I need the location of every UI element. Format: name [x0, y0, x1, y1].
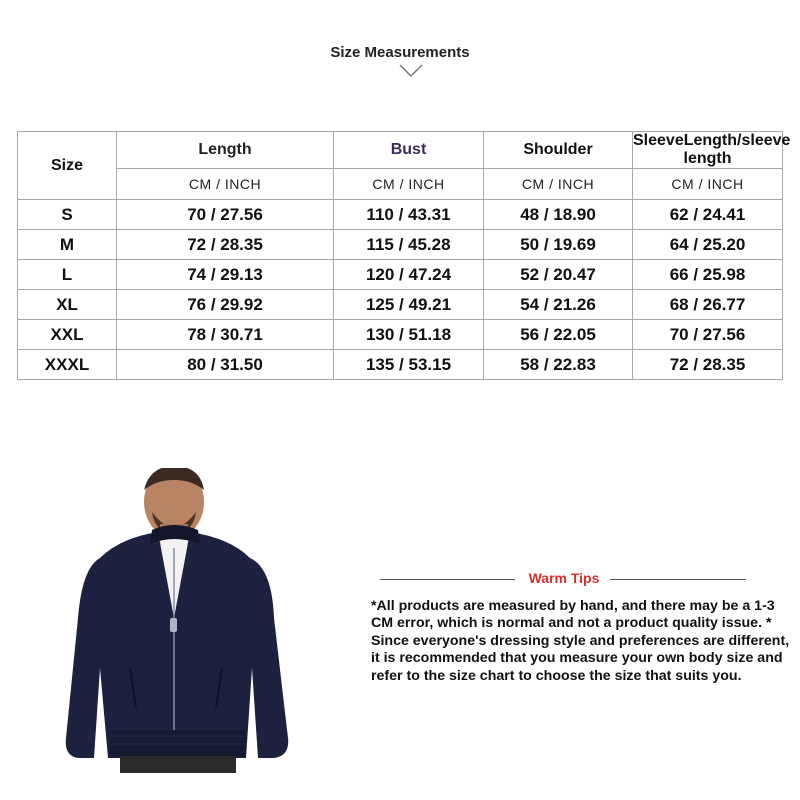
unit-label: CM / INCH	[484, 169, 633, 200]
size-cell: L	[18, 260, 117, 290]
table-row	[18, 230, 783, 260]
sleeve-cell: 62 / 24.41	[633, 200, 783, 230]
page-title: Size Measurements	[330, 44, 470, 61]
size-cell: S	[18, 200, 117, 230]
chevron-down-icon	[399, 64, 423, 78]
warm-tips-header	[378, 570, 750, 588]
bust-column-header: Bust	[334, 132, 484, 169]
table-row	[18, 260, 783, 290]
length-cell: 76 / 29.92	[117, 290, 334, 320]
tips-line: CM error, which is normal and not a product quality issue. *	[371, 615, 772, 632]
bust-cell: 120 / 47.24	[334, 260, 484, 290]
bust-cell: 130 / 51.18	[334, 320, 484, 350]
length-cell: 70 / 27.56	[117, 200, 334, 230]
unit-label: CM / INCH	[633, 169, 783, 200]
length-column-header: Length	[117, 132, 334, 169]
table-row	[18, 350, 783, 380]
warm-tips-text	[371, 598, 791, 685]
shoulder-cell: 56 / 22.05	[484, 320, 633, 350]
model-jacket-image	[60, 468, 310, 773]
size-cell: M	[18, 230, 117, 260]
sleeve-cell: 72 / 28.35	[633, 350, 783, 380]
shoulder-cell: 52 / 20.47	[484, 260, 633, 290]
sleeve-cell: 68 / 26.77	[633, 290, 783, 320]
bust-cell: 125 / 49.21	[334, 290, 484, 320]
tips-line: *All products are measured by hand, and there may be a 1-3	[371, 598, 775, 614]
tips-line: refer to the size chart to choose the size that suits you.	[371, 667, 742, 684]
size-cell: XL	[18, 290, 117, 320]
bust-cell: 135 / 53.15	[334, 350, 484, 380]
bust-cell: 110 / 43.31	[334, 200, 484, 230]
bust-cell: 115 / 45.28	[334, 230, 484, 260]
unit-label: CM / INCH	[334, 169, 484, 200]
tips-line: it is recommended that you measure your own body size and	[371, 650, 783, 667]
length-cell: 72 / 28.35	[117, 230, 334, 260]
unit-label: CM / INCH	[117, 169, 334, 200]
length-cell: 80 / 31.50	[117, 350, 334, 380]
unit-header-row	[18, 169, 783, 200]
table-header-row	[18, 132, 783, 169]
table-row	[18, 200, 783, 230]
size-column-header: Size	[18, 132, 117, 200]
shoulder-column-header: Shoulder	[484, 132, 633, 169]
sleeve-cell: 64 / 25.20	[633, 230, 783, 260]
size-cell: XXL	[18, 320, 117, 350]
table-row	[18, 290, 783, 320]
length-cell: 78 / 30.71	[117, 320, 334, 350]
shoulder-cell: 50 / 19.69	[484, 230, 633, 260]
tips-line: Since everyone's dressing style and preferences are different,	[371, 632, 790, 649]
shoulder-cell: 54 / 21.26	[484, 290, 633, 320]
size-chart-table	[17, 131, 791, 380]
sleeve-length-column-header: SleeveLength/sleeve length	[633, 132, 791, 167]
shoulder-cell: 48 / 18.90	[484, 200, 633, 230]
size-cell: XXXL	[18, 350, 117, 380]
length-cell: 74 / 29.13	[117, 260, 334, 290]
warm-tips-title: Warm Tips	[528, 570, 600, 586]
sleeve-cell: 70 / 27.56	[633, 320, 783, 350]
shoulder-cell: 58 / 22.83	[484, 350, 633, 380]
table-row	[18, 320, 783, 350]
sleeve-cell: 66 / 25.98	[633, 260, 783, 290]
